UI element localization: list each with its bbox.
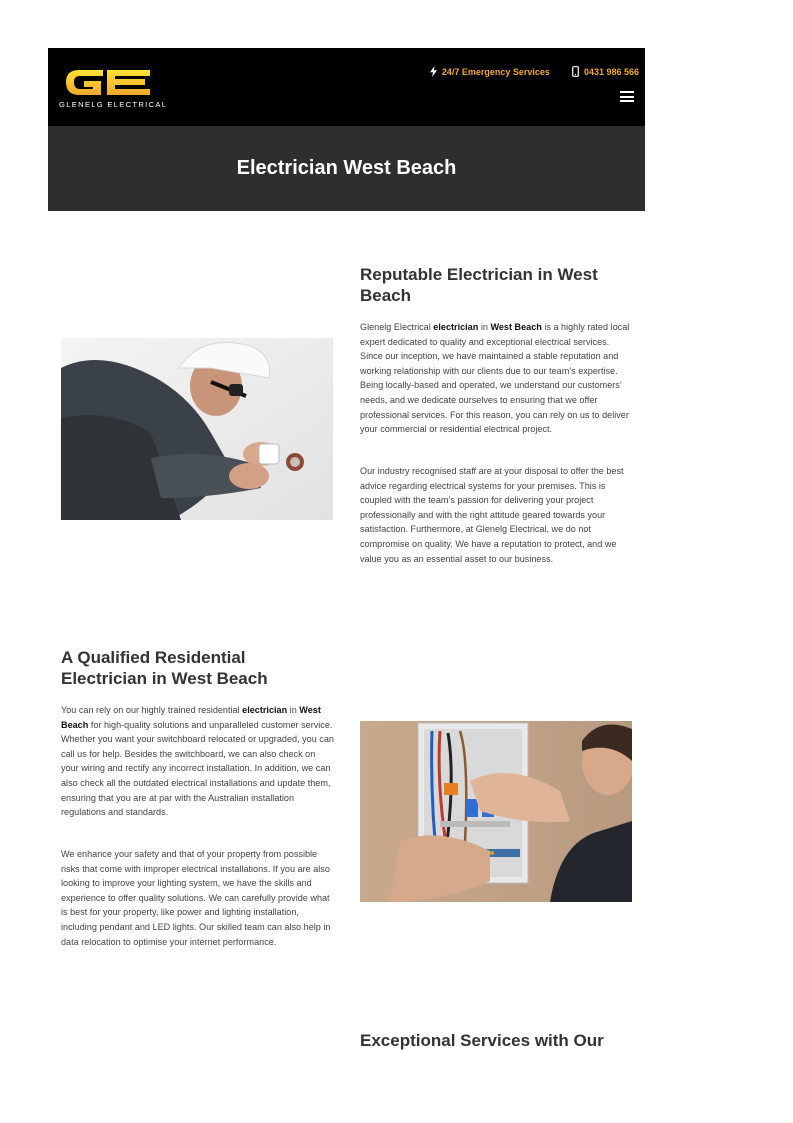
phone-link[interactable] bbox=[572, 66, 639, 77]
logo-text: GLENELG ELECTRICAL bbox=[59, 100, 168, 109]
switchboard-photo bbox=[360, 721, 632, 902]
section1-paragraph-1: Glenelg Electrical electrician in West Beach is a highly rated local expert dedicated to quality and exceptional electrical services. Since our inception, we have maintained a stable reputation and working relationship with our clients due to our team’s expertise. Being locally-based and operated, we understand our customers’ needs, and we dedicate ourselves to ensuring that we offer professional services. For this reason, you can rely on us to deliver your commercial or residential electrical project. bbox=[360, 322, 630, 435]
section1-paragraph-2: Our industry recognised staff are at your disposal to offer the best advice regarding electrical systems for your premises. This is coupled with the team’s passion for delivering your project professionally and with the right attitude geared towards your satisfaction. Furthermore, at Glenelg Electrical, we do not compromise on quality. We have a reputation to protect, and we value you as an essential asset to our business. bbox=[360, 466, 624, 564]
page-hero bbox=[48, 126, 645, 211]
site-header bbox=[48, 48, 645, 126]
section2-paragraph-2: We enhance your safety and that of your property from possible risks that come with improper electrical installations. If you are also looking to improve your lighting system, we have the skills and experience to offer quality solutions. We can carefully provide what is best for your property, like power and lighting installation, including pendant and LED lights. Our skilled team can also help in data relocation to optimise your internet performance. bbox=[61, 849, 331, 947]
logo-mark-icon bbox=[59, 64, 169, 98]
section3-title: Exceptional Services with Our bbox=[360, 1031, 604, 1050]
page-title: Electrician West Beach bbox=[236, 157, 457, 179]
phone-number: 0431 986 566 bbox=[583, 66, 639, 77]
section2-title: A Qualified Residential Electrician in West Beach bbox=[61, 648, 268, 688]
site-logo[interactable] bbox=[59, 64, 169, 112]
emergency-label: 24/7 Emergency Services bbox=[441, 66, 550, 77]
electrician-socket-photo bbox=[61, 338, 333, 520]
lightning-icon bbox=[430, 66, 437, 77]
emergency-link[interactable] bbox=[430, 66, 550, 77]
section1-title: Reputable Electrician in West Beach bbox=[360, 265, 598, 305]
mobile-phone-icon bbox=[572, 66, 579, 77]
hamburger-menu-icon[interactable] bbox=[620, 91, 634, 102]
top-contact-bar bbox=[430, 66, 639, 77]
section2-paragraph-1: You can rely on our highly trained residential electrician in West Beach for high-quality solutions and unparalleled customer service. Whether you want your switchboard relocated or upgraded, you can call us for help. Besides the switchboard, we can also check on your wiring and rectify any incorrect installation. In addition, we can also check all the outdated electrical installations and update them, ensuring that you are at par with the Australian installation regulations and standards. bbox=[61, 705, 334, 818]
